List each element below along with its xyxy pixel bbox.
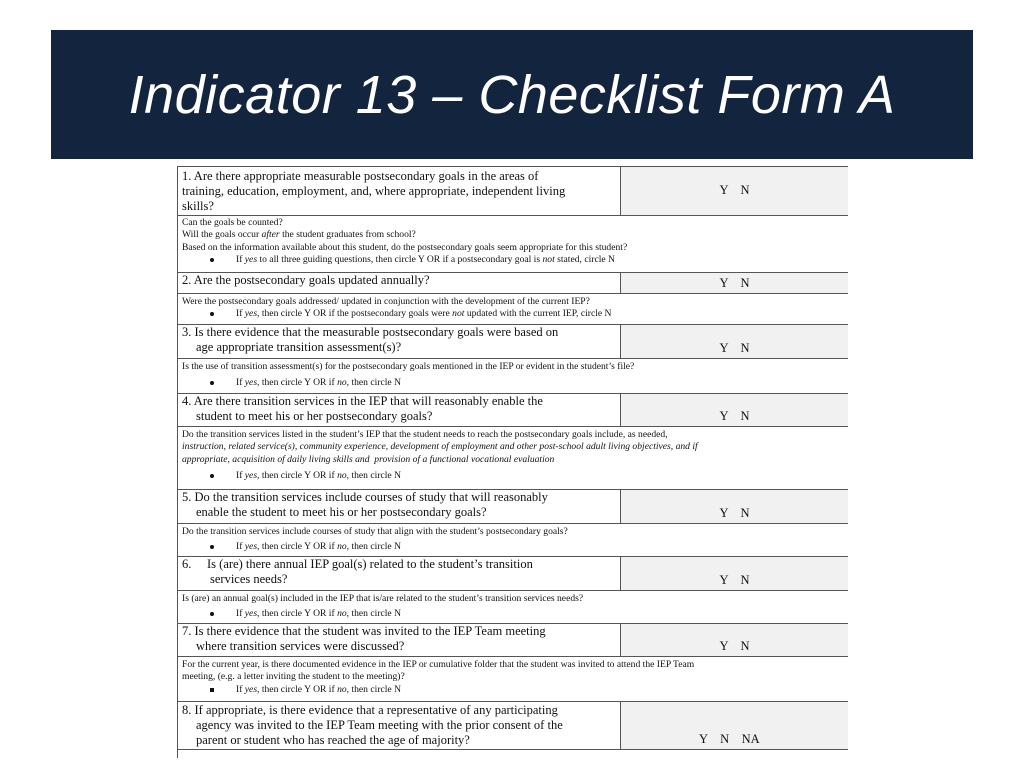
guidance-bullet-6: If yes, then circle Y OR if no, then circle N — [182, 608, 844, 620]
guidance-row-3 — [178, 359, 849, 394]
question-row-8 — [178, 702, 849, 750]
answer-5[interactable]: Y N — [621, 490, 849, 524]
question-row-4 — [178, 394, 849, 427]
guidance-row-1 — [178, 216, 849, 273]
guidance-5: Do the transition services include courses of study that align with the student’s postsecondary goals? If yes, then circle Y OR if no, then circle N — [178, 524, 849, 557]
question-6: 6. Is (are) there annual IEP goal(s) related to the student’s transition services needs? — [178, 557, 621, 591]
question-2: 2. Are the postsecondary goals updated annually? — [178, 273, 621, 294]
guidance-2: Were the postsecondary goals addressed/ updated in conjunction with the development of the current IEP? If yes, then circle Y OR if the postsecondary goals were not updated with the current IEP, circle N — [178, 294, 849, 325]
guidance-8-partial — [178, 750, 849, 759]
guidance-bullet-4: If yes, then circle Y OR if no, then circle N — [182, 470, 844, 482]
guidance-row-7 — [178, 657, 849, 702]
question-row-6 — [178, 557, 849, 591]
answer-7[interactable]: Y N — [621, 624, 849, 657]
guidance-row-4 — [178, 427, 849, 490]
question-3: 3. Is there evidence that the measurable postsecondary goals were based on age appropriate transition assessment(s)? — [178, 325, 621, 359]
answer-8[interactable]: Y N NA — [621, 702, 849, 750]
answer-2[interactable]: Y N — [621, 273, 849, 294]
checklist-table — [177, 166, 848, 758]
guidance-7: For the current year, is there documented evidence in the IEP or cumulative folder that the student was invited to attend the IEP Team meeting, (e.g. a letter inviting the student to the meeting)? If yes, then circle Y OR if no, then circle N — [178, 657, 849, 702]
question-row-3 — [178, 325, 849, 359]
question-8: 8. If appropriate, is there evidence that a representative of any participating agency was invited to the IEP Team meeting with the prior consent of the parent or student who has reached the age of majority? — [178, 702, 621, 750]
guidance-row-6 — [178, 591, 849, 624]
question-row-7 — [178, 624, 849, 657]
answer-3[interactable]: Y N — [621, 325, 849, 359]
guidance-bullet-3: If yes, then circle Y OR if no, then circle N — [182, 377, 844, 389]
guidance-row-2 — [178, 294, 849, 325]
answer-4[interactable]: Y N — [621, 394, 849, 427]
question-1: 1. Are there appropriate measurable postsecondary goals in the areas of training, education, employment, and, where appropriate, independent living skills? — [178, 167, 621, 216]
slide-title: Indicator 13 – Checklist Form A — [128, 64, 896, 125]
checklist-form — [177, 166, 848, 758]
question-row-5 — [178, 490, 849, 524]
slide-title-bar — [51, 30, 973, 159]
guidance-bullet-1: If yes to all three guiding questions, then circle Y OR if a postsecondary goal is not stated, circle N — [182, 254, 844, 266]
guidance-row-5 — [178, 524, 849, 557]
guidance-4: Do the transition services listed in the student’s IEP that the student needs to reach the postsecondary goals include, as needed, instruction, related service(s), community experience, development of employment and other post-school adult living objectives, and if appropriate, acquisition of daily living skills and provision of a functional vocational evaluation If yes, then circle Y OR if no, then circle N — [178, 427, 849, 490]
guidance-3: Is the use of transition assessment(s) for the postsecondary goals mentioned in the IEP or evident in the student’s file? If yes, then circle Y OR if no, then circle N — [178, 359, 849, 394]
question-row-1 — [178, 167, 849, 216]
guidance-6: Is (are) an annual goal(s) included in the IEP that is/are related to the student’s transition services needs? If yes, then circle Y OR if no, then circle N — [178, 591, 849, 624]
guidance-bullet-7: If yes, then circle Y OR if no, then circle N — [182, 684, 844, 696]
question-row-2 — [178, 273, 849, 294]
guidance-row-8-partial — [178, 750, 849, 759]
answer-6[interactable]: Y N — [621, 557, 849, 591]
question-4: 4. Are there transition services in the IEP that will reasonably enable the student to meet his or her postsecondary goals? — [178, 394, 621, 427]
question-5: 5. Do the transition services include courses of study that will reasonably enable the student to meet his or her postsecondary goals? — [178, 490, 621, 524]
guidance-bullet-5: If yes, then circle Y OR if no, then circle N — [182, 541, 844, 553]
question-7: 7. Is there evidence that the student was invited to the IEP Team meeting where transition services were discussed? — [178, 624, 621, 657]
answer-1[interactable]: Y N — [621, 167, 849, 216]
guidance-bullet-2: If yes, then circle Y OR if the postsecondary goals were not updated with the current IEP, circle N — [182, 308, 844, 320]
guidance-1: Can the goals be counted? Will the goals occur after the student graduates from school? Based on the information available about this student, do the postsecondary goals seem appropriate for this student? If yes to all three guiding questions, then circle Y OR if a postsecondary goal is not stated, circle N — [178, 216, 849, 273]
